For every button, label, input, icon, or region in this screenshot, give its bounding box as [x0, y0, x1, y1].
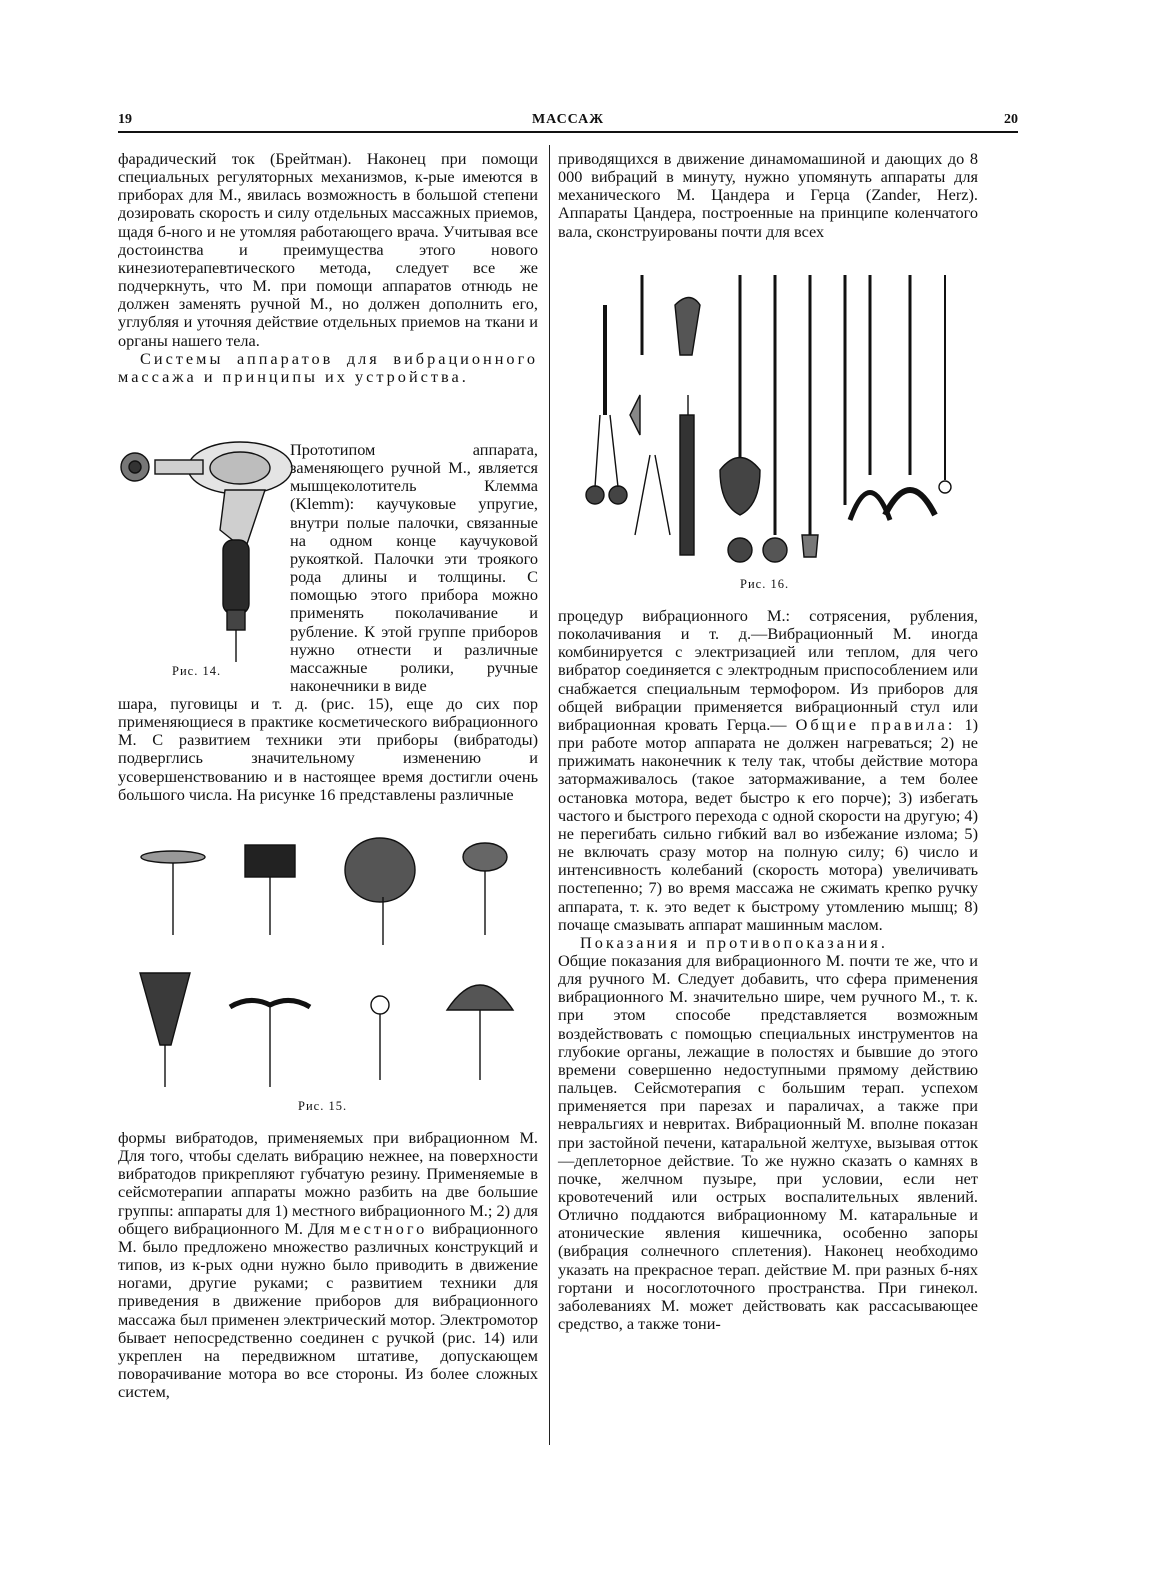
header-rule: [118, 131, 1018, 133]
paragraph: приводящихся в движение динамомашиной и дающих до 8 000 вибраций в минуту, нужно упомянуть аппараты для механического М. Цандера и Герца (Zander, Herz). Аппараты Цандера, построенные на принципе коленчатого вала, сконструированы почти для всех: [558, 149, 978, 241]
paragraph: Общие показания для вибрационного М. почти те же, что и для ручного М. Следует добавить, что сфера применения вибрационного М. значительно шире, чем ручного М., т. к. при этом способе представляется возможным воздействовать с помощью специальных инструментов на глубокие органы, лежащие в полостях и бывшие до этого времени совершенно недоступными прямому действию пальцев. Сейсмотерапия с большим терап. успехом применяется при парезах и параличах, а также при невральгиях и невритах. Вибрационный М. вполне показан при застойной печени, катаральной желтухе, вызывая отток —деплеторное действие. То же нужно сказать о камнях в почке, желчном пузыре, при условии, если нет кровотечений или острых воспалительных явлений. Отлично поддаются вибрационному М. катаральные и атонические явления кишечника, особенно запоры (вибрация солнечного сплетения). Наконец необходимо указать на прекрасное терап. действие М. при разных б-нях гортани и носоглоточного пространства. При гинекол. заболеваниях М. может действовать как рассасывающее средство, а также тони-: [558, 950, 978, 1334]
running-header: [118, 108, 1018, 130]
column-divider: [549, 145, 550, 1445]
paragraph: шара, пуговицы и т. д. (рис. 15), еще до сих пор применяющиеся в практике косметического вибрационного М. С развитием техники эти приборы (вибратоды) подверглись значительному изменению и усовершенствованию и в настоящее время достигли очень большого числа. На рисунке 16 представлены различные: [118, 694, 538, 804]
paragraph-text: 1) при работе мотор аппарата не должен нагреваться; 2) не прижимать наконечник к телу так, чтобы действие мотора затормаживалось (такое затормаживание, а тем более остановка мотора, ведет быстро к его порче); 3) избегать частого и быстрого перехода с одной скорости на другую; 4) не перегибать сильно гибкий вал во избежание излома; 5) не включать сразу мотор на полную силу; 6) число и интенсивность колебаний (скорость мотора) увеличивать постепенно; 7) во время массажа не сжимать крепко ручку аппарата, т. к. это ведет к быстрому утомлению мышц; 8) почаще смазывать аппарат машинным маслом.: [558, 714, 978, 934]
right-column-top: [558, 150, 978, 241]
left-column-bottom: [118, 1129, 538, 1401]
figure-16-caption: Рис. 16.: [740, 577, 790, 591]
paragraph: фарадический ток (Брейтман). Наконец при помощи специальных регуляторных механизмов, к-рые имеются в приборах для М., явилась возможность в большой степени дозировать скорость и силу отдельных массажных приемов, щадя б-ного и не утомляя работающего врача. Учитывая все достоинства и преимущества этого нового кинезиотерапевтического метода, следует все же подчеркнуть, что М. при помощи аппаратов отнюдь не должен заменять ручной М., но должен дополнить его, углубляя и уточняя действие отдельных приемов на ткани и органы нашего тела.: [118, 149, 538, 350]
page-number-left: 19: [118, 112, 132, 127]
figure-14-vibrator-illustration: [115, 440, 295, 670]
figure-14-caption: Рис. 14.: [172, 664, 222, 678]
paragraph-beside-figure: Прототипом аппарата, заменяющего ручной М., является мышцеколотитель Клемма (Klemm): каучуковые упругие, внутри полые палочки, связанные на одном конце каучуковой рукояткой. Палочки эти троякого рода длины и толщины. С помощью этого прибора можно применять поколачивание и рубление. К этой группе приборов нужно отнести и различные массажные ролики, ручные наконечники в виде: [290, 440, 538, 696]
right-column-mid: [558, 607, 978, 1333]
left-column-wrap: [290, 441, 538, 695]
page-title: МАССАЖ: [531, 112, 605, 127]
section-heading: Системы аппаратов для вибрационного массажа и принципы их устройства.: [118, 348, 538, 386]
paragraph-text: процедур вибрационного М.: сотрясения, рубления, поколачивания и т. д.—Вибрационный М. иногда комбинируется с электризацией или теплом, для чего вибратор соединяется с электродным приспособлением или снабжается специальным термофором. Из приборов для общей вибрации применяется вибрационный стул или вибрационная кровать Герца.—: [558, 606, 978, 734]
left-column-mid: [118, 695, 538, 804]
emphasis-spaced: местного: [339, 1218, 428, 1238]
figure-15-vibratodes-illustration: [125, 835, 535, 1095]
figure-15-caption: Рис. 15.: [298, 1099, 348, 1113]
page-number-right: 20: [1004, 112, 1018, 127]
emphasis-spaced: Общие правила:: [795, 714, 956, 734]
left-column-top: [118, 150, 538, 386]
paragraph-text: вибрационного М. было предложено множество различных конструкций и типов, из к-рых одни нужно было приводить в движение ногами, другие руками; с развитием техники для приведения в движение приборов для вибрационного массажа был применен электрический мотор. Электромотор бывает непосредственно соединен с ручкой (рис. 14) или укреплен на передвижном штативе, допускающем поворачивание мотора во все стороны. Из более сложных систем,: [118, 1218, 538, 1402]
paragraph-text: формы вибратодов, применяемых при вибрационном М. Для того, чтобы сделать вибрацию нежнее, на поверхности вибратодов прикрепляют губчатую резину. Применяемые в сейсмотерапии аппараты можно разбить на две большие группы: аппараты для 1) местного вибрационного М.; 2) для общего вибрационного М. Для: [118, 1128, 538, 1238]
figure-16-vibratodes-illustration: [580, 265, 980, 575]
section-heading: Показания и противопоказания.: [580, 932, 888, 952]
